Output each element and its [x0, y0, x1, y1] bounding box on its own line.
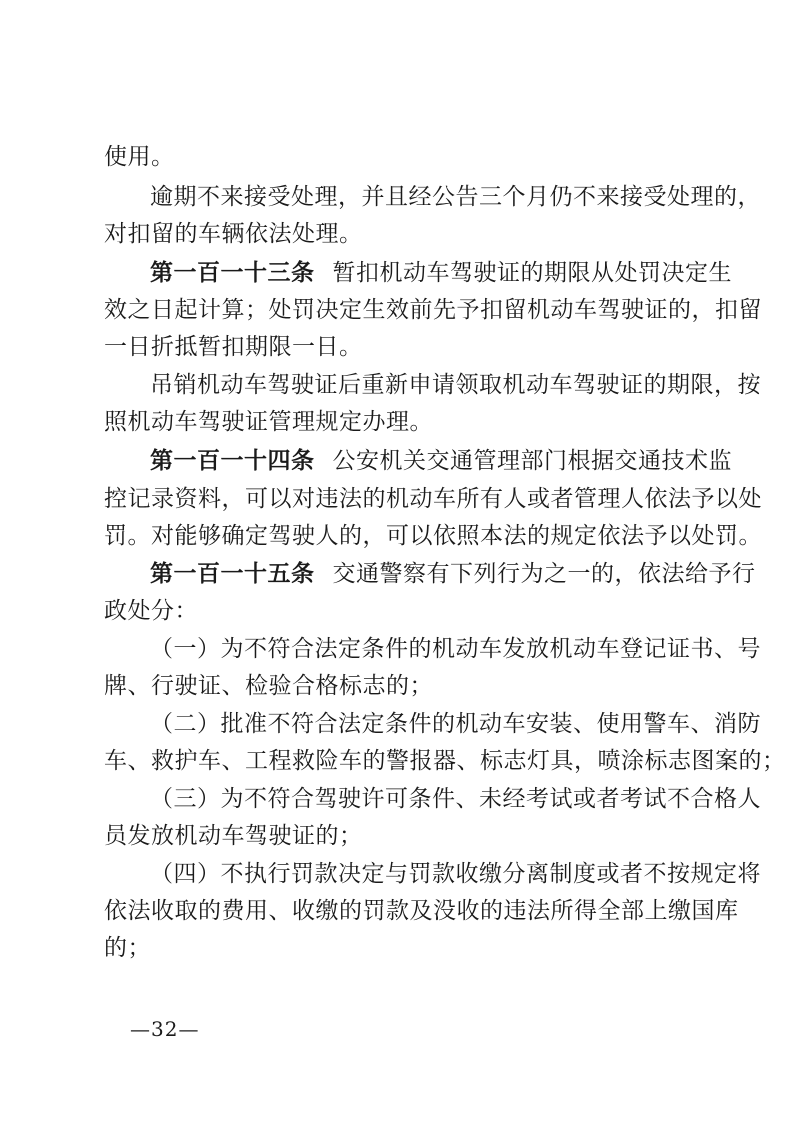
list-item-line: （二）批准不符合法定条件的机动车安装、使用警车、消防 [150, 711, 761, 737]
list-item-line: 依法收取的费用、收缴的罚款及没收的违法所得全部上缴国库 [104, 898, 739, 924]
list-item-line: 车、救护车、工程救险车的警报器、标志灯具，喷涂标志图案的； [104, 748, 786, 774]
paragraph-line: 控记录资料，可以对违法的机动车所有人或者管理人依法予以处 [104, 486, 762, 512]
paragraph-line: 罚。对能够确定驾驶人的，可以依照本法的规定依法予以处罚。 [104, 523, 762, 549]
paragraph-line: 一日折抵暂扣期限一日。 [104, 334, 363, 360]
list-item-line: （三）为不符合驾驶许可条件、未经考试或者考试不合格人 [150, 786, 761, 812]
paragraph-line: 政处分： [104, 598, 198, 624]
list-item-line: （一）为不符合法定条件的机动车发放机动车登记证书、号 [150, 636, 761, 662]
article-heading: 第一百一十三条 [150, 259, 315, 286]
paragraph-line: 逾期不来接受处理，并且经公告三个月仍不来接受处理的， [150, 184, 761, 210]
list-item-line: 牌、行驶证、检验合格标志的； [104, 673, 433, 699]
article-heading: 第一百一十五条 [150, 560, 315, 587]
paragraph-line: 吊销机动车驾驶证后重新申请领取机动车驾驶证的期限，按 [150, 372, 761, 398]
article-heading: 第一百一十四条 [150, 447, 315, 474]
article-113-first-line: 第一百一十三条 暂扣机动车驾驶证的期限从处罚决定生 [150, 259, 732, 286]
list-item-line: 的； [104, 935, 151, 961]
article-114-first-line: 第一百一十四条 公安机关交通管理部门根据交通技术监 [150, 447, 732, 474]
list-item-line: 员发放机动车驾驶证的； [104, 823, 363, 849]
paragraph-line: 效之日起计算；处罚决定生效前先予扣留机动车驾驶证的，扣留 [104, 297, 762, 323]
article-115-first-line: 第一百一十五条 交通警察有下列行为之一的，依法给予行 [150, 560, 756, 587]
page-number: —32— [130, 1017, 200, 1041]
paragraph-line: 对扣留的车辆依法处理。 [104, 221, 363, 247]
list-item-line: （四）不执行罚款决定与罚款收缴分离制度或者不按规定将 [150, 861, 761, 887]
paragraph-line: 照机动车驾驶证管理规定办理。 [104, 409, 433, 435]
paragraph-line: 使用。 [104, 144, 175, 170]
